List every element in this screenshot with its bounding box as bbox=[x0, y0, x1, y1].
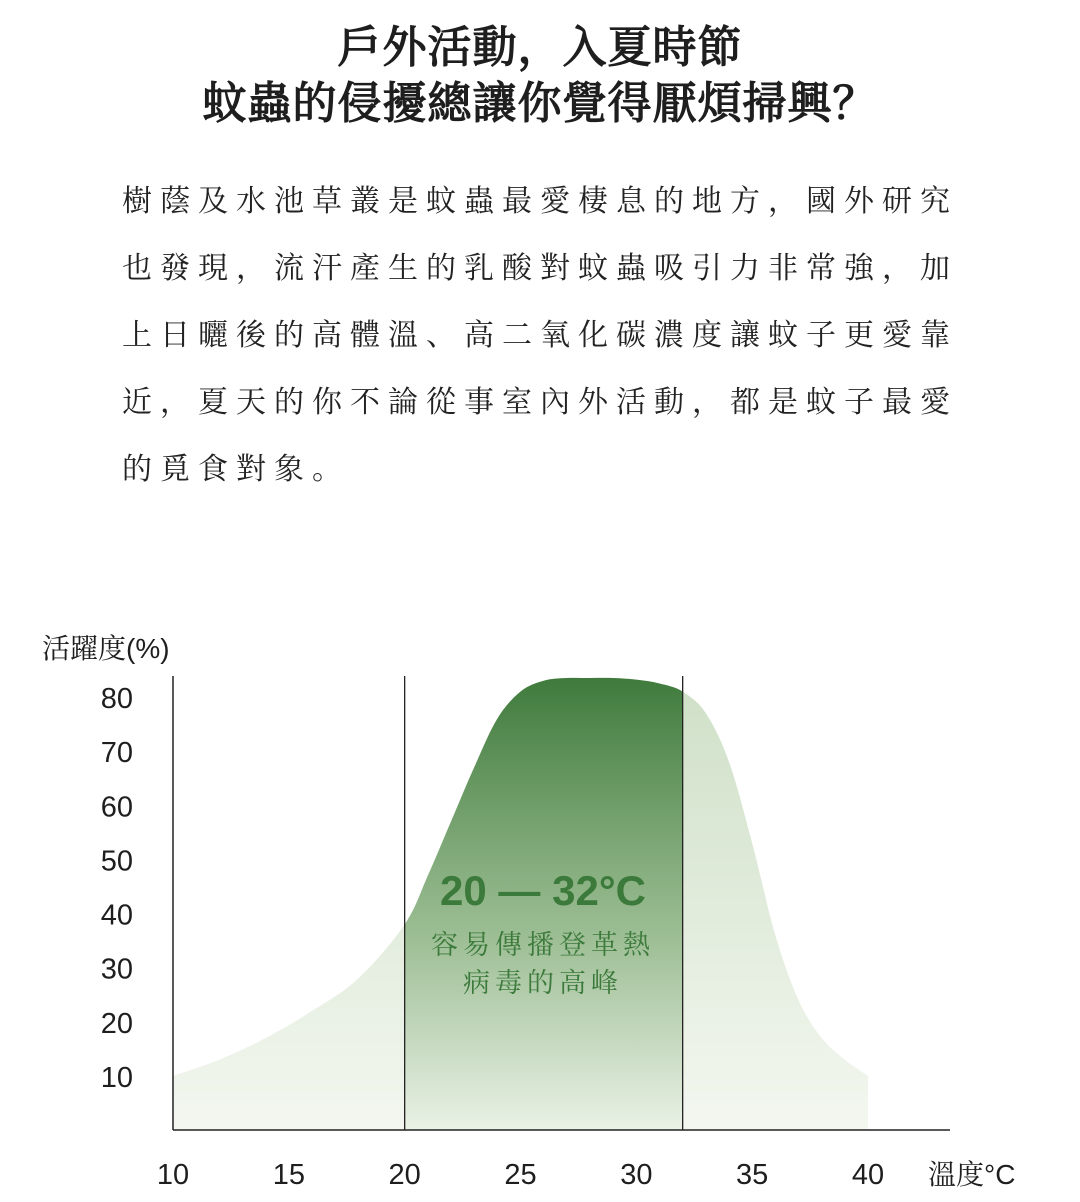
y-tick-label: 40 bbox=[100, 899, 133, 932]
paragraph-line: 近，夏天的你不論從事室內外活動，都是蚊子最愛 bbox=[122, 385, 958, 420]
x-tick-label: 40 bbox=[851, 1159, 885, 1191]
x-axis-label: 溫度°C bbox=[928, 1159, 1016, 1190]
x-tick-label: 15 bbox=[272, 1159, 305, 1191]
x-tick-label: 35 bbox=[736, 1159, 769, 1191]
y-tick-label: 20 bbox=[100, 1007, 133, 1040]
paragraph-line: 的覓食對象。 bbox=[122, 452, 350, 487]
y-tick-label: 60 bbox=[100, 791, 133, 824]
highlight-range-label: 20 — 32°C bbox=[440, 867, 646, 914]
paragraph-line: 樹蔭及水池草叢是蚊蟲最愛棲息的地方，國外研究 bbox=[122, 184, 958, 219]
paragraph-line: 上日曬後的高體溫、高二氧化碳濃度讓蚊子更愛靠 bbox=[122, 318, 958, 353]
paragraph-line: 也發現，流汗產生的乳酸對蚊蟲吸引力非常強，加 bbox=[122, 251, 958, 286]
y-tick-label: 50 bbox=[100, 845, 133, 878]
x-tick-label: 25 bbox=[504, 1159, 537, 1191]
x-tick-label: 20 bbox=[388, 1159, 421, 1191]
page-title-line1: 戶外活動，入夏時節 bbox=[337, 22, 743, 73]
highlight-description-line2: 病毒的高峰 bbox=[463, 968, 623, 998]
y-tick-label: 70 bbox=[100, 737, 133, 770]
y-tick-label: 30 bbox=[100, 953, 133, 986]
y-axis-label: 活躍度(%) bbox=[42, 633, 170, 664]
page-title-line2: 蚊蟲的侵擾總讓你覺得厭煩掃興？ bbox=[202, 78, 878, 129]
y-tick-label: 80 bbox=[100, 683, 133, 715]
x-tick-label: 10 bbox=[156, 1159, 190, 1191]
highlight-description-line1: 容易傳播登革熱 bbox=[431, 930, 655, 960]
x-tick-label: 30 bbox=[620, 1159, 653, 1191]
y-tick-label: 10 bbox=[100, 1061, 133, 1094]
